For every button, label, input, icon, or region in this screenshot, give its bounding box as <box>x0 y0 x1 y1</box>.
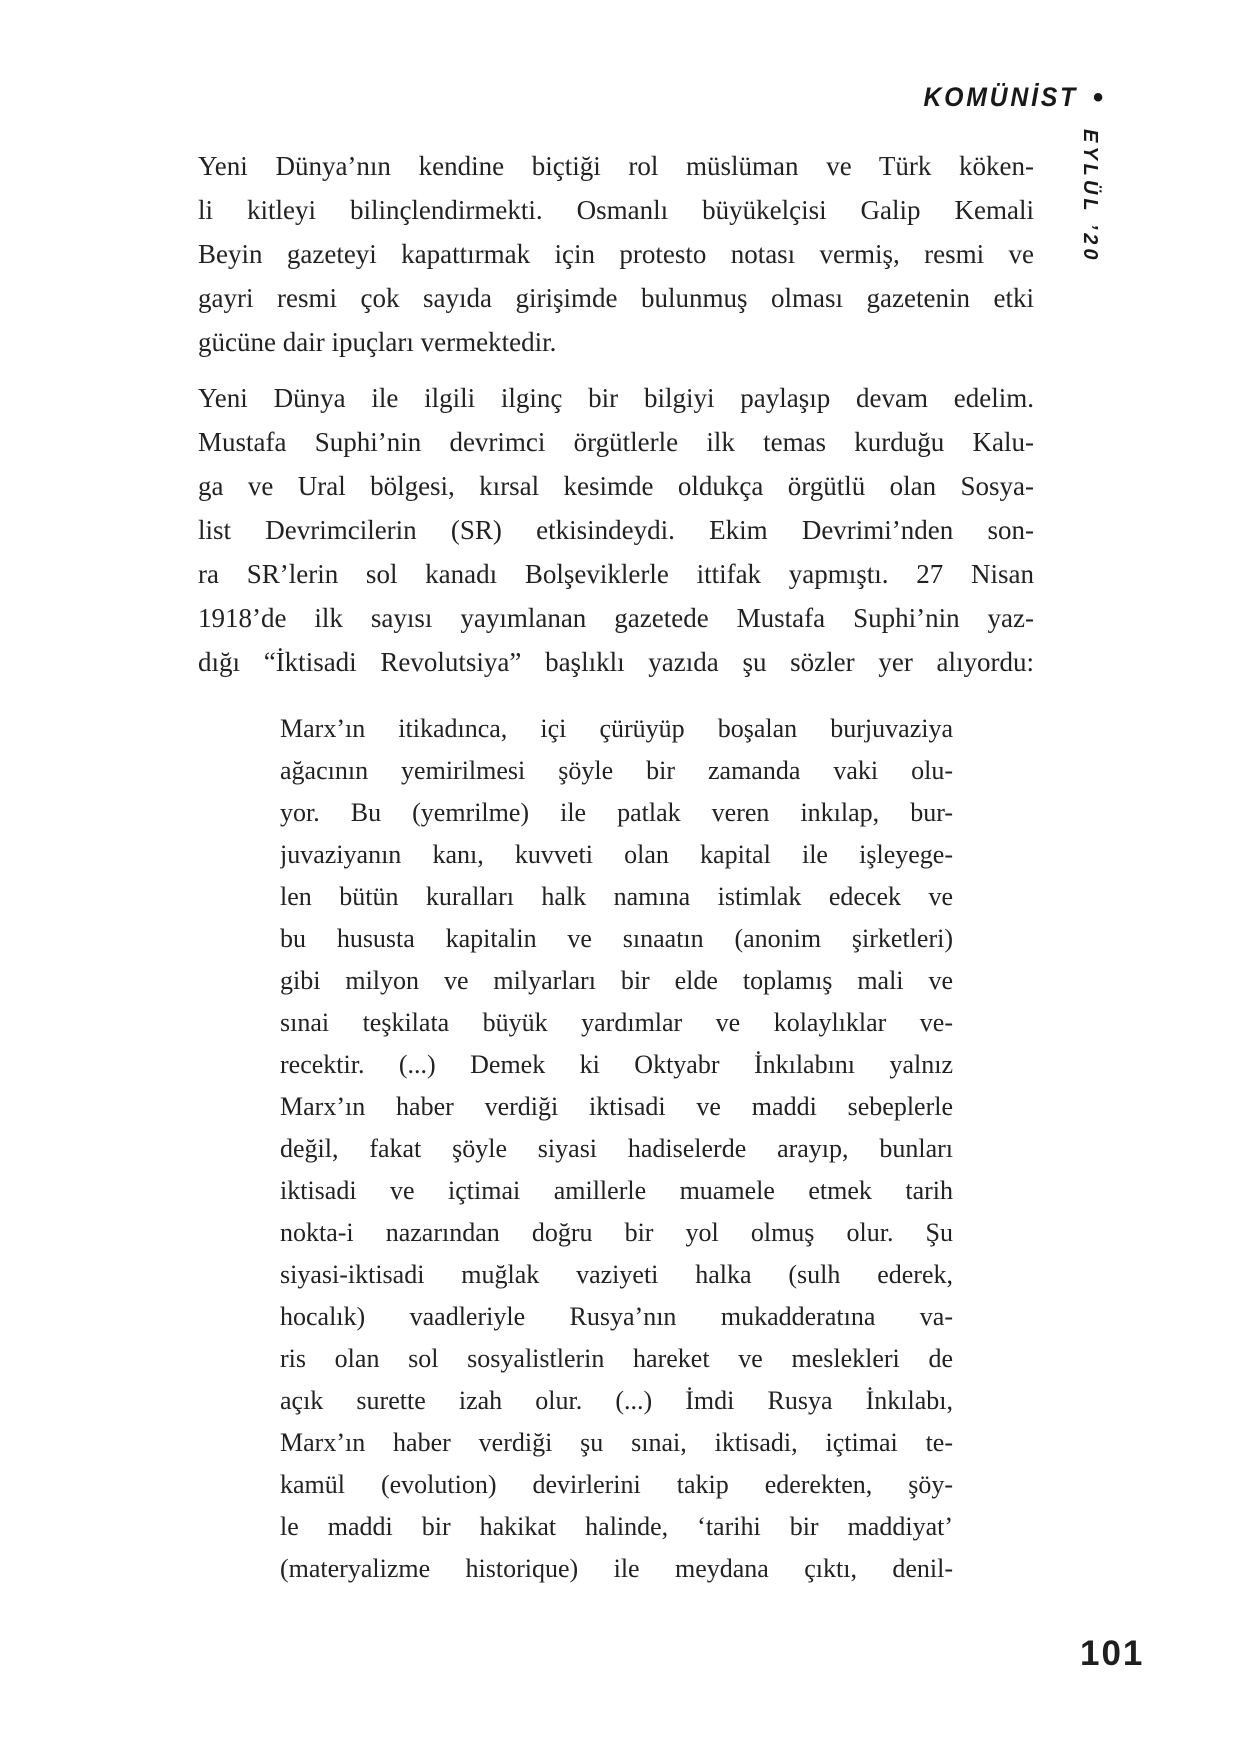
text-line: Marx’ın itikadınca, içi çürüyüp boşalan burjuvaziya <box>280 714 953 743</box>
text-line: kamül (evolution) devirlerini takip ederekten, şöy- <box>280 1470 953 1499</box>
text-line: le maddi bir hakikat halinde, ‘tarihi bir maddiyat’ <box>280 1512 953 1541</box>
text-line: gayri resmi çok sayıda girişimde bulunmuş olması gazetenin etki <box>198 283 1034 313</box>
text-line: Beyin gazeteyi kapattırmak için protesto notası vermiş, resmi ve <box>198 239 1034 269</box>
paragraph <box>198 376 1034 684</box>
page-body <box>198 144 1034 1590</box>
blockquote <box>280 708 953 1590</box>
paragraph <box>198 144 1034 364</box>
text-line: gücüne dair ipuçları vermektedir. <box>198 327 557 357</box>
paragraphs-container <box>198 144 1034 684</box>
text-line: iktisadi ve içtimai amillerle muamele etmek tarih <box>280 1176 953 1205</box>
text-line: Mustafa Suphi’nin devrimci örgütlerle ilk temas kurduğu Kalu- <box>198 427 1034 457</box>
text-line: hocalık) vaadleriyle Rusya’nın mukadderatına va- <box>280 1302 953 1331</box>
text-line: siyasi-iktisadi muğlak vaziyeti halka (sulh ederek, <box>280 1260 953 1289</box>
text-line: dığı “İktisadi Revolutsiya” başlıklı yazıda şu sözler yer alıyordu: <box>198 647 1034 677</box>
text-line: açık surette izah olur. (...) İmdi Rusya İnkılabı, <box>280 1386 953 1415</box>
text-line: len bütün kuralları halk namına istimlak edecek ve <box>280 882 953 911</box>
text-line: ris olan sol sosyalistlerin hareket ve meslekleri de <box>280 1344 953 1373</box>
text-line: bu hususta kapitalin ve sınaatın (anonim şirketleri) <box>280 924 953 953</box>
text-line: ra SR’lerin sol kanadı Bolşeviklerle ittifak yapmıştı. 27 Nisan <box>198 559 1034 589</box>
bullet-separator-icon: • <box>1092 80 1103 114</box>
text-line: ga ve Ural bölgesi, kırsal kesimde oldukça örgütlü olan Sosya- <box>198 471 1034 501</box>
issue-label: EYLÜL ’20 <box>1079 129 1101 264</box>
text-line: Yeni Dünya’nın kendine biçtiği rol müslüman ve Türk köken- <box>198 151 1034 181</box>
text-line: nokta-i nazarından doğru bir yol olmuş olur. Şu <box>280 1218 953 1247</box>
text-line: Yeni Dünya ile ilgili ilginç bir bilgiyi paylaşıp devam edelim. <box>198 383 1034 413</box>
text-line: juvaziyanın kanı, kuvveti olan kapital ile işleyege- <box>280 840 953 869</box>
text-line: 1918’de ilk sayısı yayımlanan gazetede Mustafa Suphi’nin yaz- <box>198 603 1034 633</box>
text-line: yor. Bu (yemrilme) ile patlak veren inkılap, bur- <box>280 798 953 827</box>
running-header <box>910 82 1103 113</box>
text-line: değil, fakat şöyle siyasi hadiselerde arayıp, bunları <box>280 1134 953 1163</box>
text-line: (materyalizme historique) ile meydana çıktı, denil- <box>280 1554 953 1583</box>
text-line: Marx’ın haber verdiği şu sınai, iktisadi, içtimai te- <box>280 1428 953 1457</box>
text-line: list Devrimcilerin (SR) etkisindeydi. Ekim Devrimi’nden son- <box>198 515 1034 545</box>
text-line: sınai teşkilata büyük yardımlar ve kolaylıklar ve- <box>280 1008 953 1037</box>
text-line: ağacının yemirilmesi şöyle bir zamanda vaki olu- <box>280 756 953 785</box>
magazine-title: KOMÜNİST <box>923 82 1079 112</box>
text-line: gibi milyon ve milyarları bir elde toplamış mali ve <box>280 966 953 995</box>
text-line: recektir. (...) Demek ki Oktyabr İnkılabını yalnız <box>280 1050 953 1079</box>
page-number: 101 <box>1080 1634 1145 1673</box>
text-line: li kitleyi bilinçlendirmekti. Osmanlı büyükelçisi Galip Kemali <box>198 195 1034 225</box>
text-line: Marx’ın haber verdiği iktisadi ve maddi sebeplerle <box>280 1092 953 1121</box>
